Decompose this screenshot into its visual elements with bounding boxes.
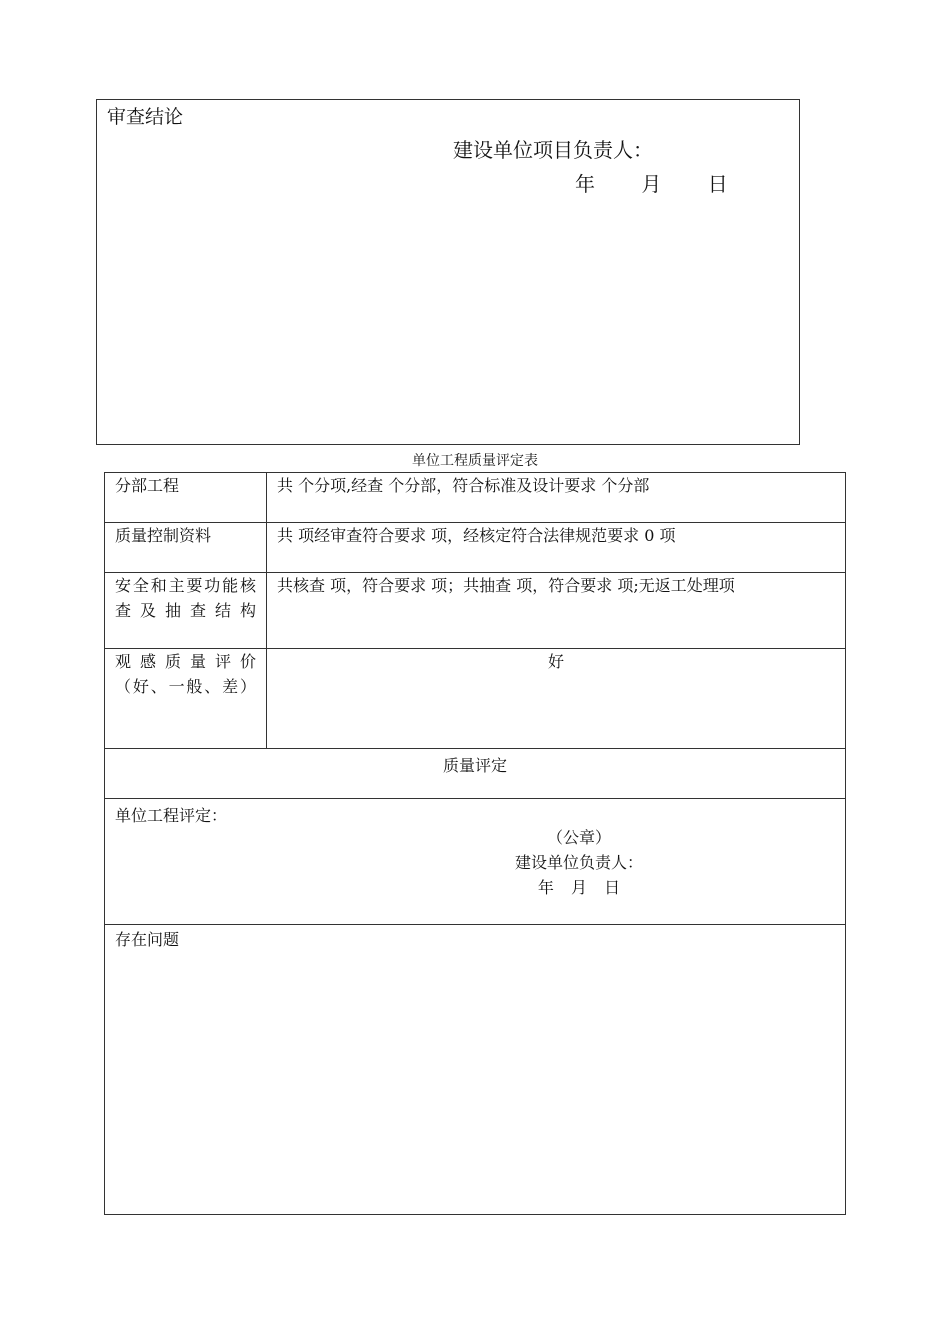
table-row bbox=[105, 573, 846, 649]
issues-label: 存在问题 bbox=[115, 930, 180, 949]
table-row bbox=[105, 649, 846, 749]
unit-evaluation-cell bbox=[105, 799, 846, 925]
stamp-block bbox=[499, 825, 659, 900]
row-value-safety-function: 共核查 项，符合要求 项；共抽查 项，符合要求 项;无返工处理项 bbox=[267, 573, 846, 649]
date-day: 日 bbox=[707, 172, 728, 196]
review-date bbox=[575, 168, 728, 197]
date-month: 月 bbox=[641, 172, 662, 196]
row-value-quality-control: 共 项经审查符合要求 项，经核定符合法律规范要求 0 项 bbox=[267, 523, 846, 573]
table-row bbox=[105, 473, 846, 523]
unit-evaluation-label: 单位工程评定： bbox=[115, 806, 228, 825]
row-label-subdivision: 分部工程 bbox=[105, 473, 267, 523]
quality-evaluation-table bbox=[104, 472, 846, 1215]
table-row bbox=[105, 523, 846, 573]
review-conclusion-title: 审查结论 bbox=[107, 106, 184, 128]
unit-evaluation-date: 年 月 日 bbox=[537, 878, 621, 897]
unit-lead-signature-label: 建设单位负责人： bbox=[514, 853, 643, 872]
table-row bbox=[105, 925, 846, 1215]
review-conclusion-box bbox=[96, 99, 800, 445]
official-seal-label: （公章） bbox=[546, 828, 611, 847]
quality-evaluation-header: 质量评定 bbox=[105, 749, 846, 799]
project-lead-signature-label: 建设单位项目负责人： bbox=[453, 138, 653, 162]
row-value-appearance: 好 bbox=[267, 649, 846, 749]
row-label-appearance: 观感质量评价（好、一般、差） bbox=[105, 649, 267, 749]
issues-cell bbox=[105, 925, 846, 1215]
row-label-quality-control: 质量控制资料 bbox=[105, 523, 267, 573]
table-row bbox=[105, 749, 846, 799]
row-label-safety-function: 安全和主要功能核查及抽查结构 bbox=[105, 573, 267, 649]
date-year: 年 bbox=[575, 172, 595, 196]
table-row bbox=[105, 799, 846, 925]
row-value-subdivision: 共 个分项,经查 个分部，符合标准及设计要求 个分部 bbox=[267, 473, 846, 523]
table-caption: 单位工程质量评定表 bbox=[412, 453, 538, 469]
